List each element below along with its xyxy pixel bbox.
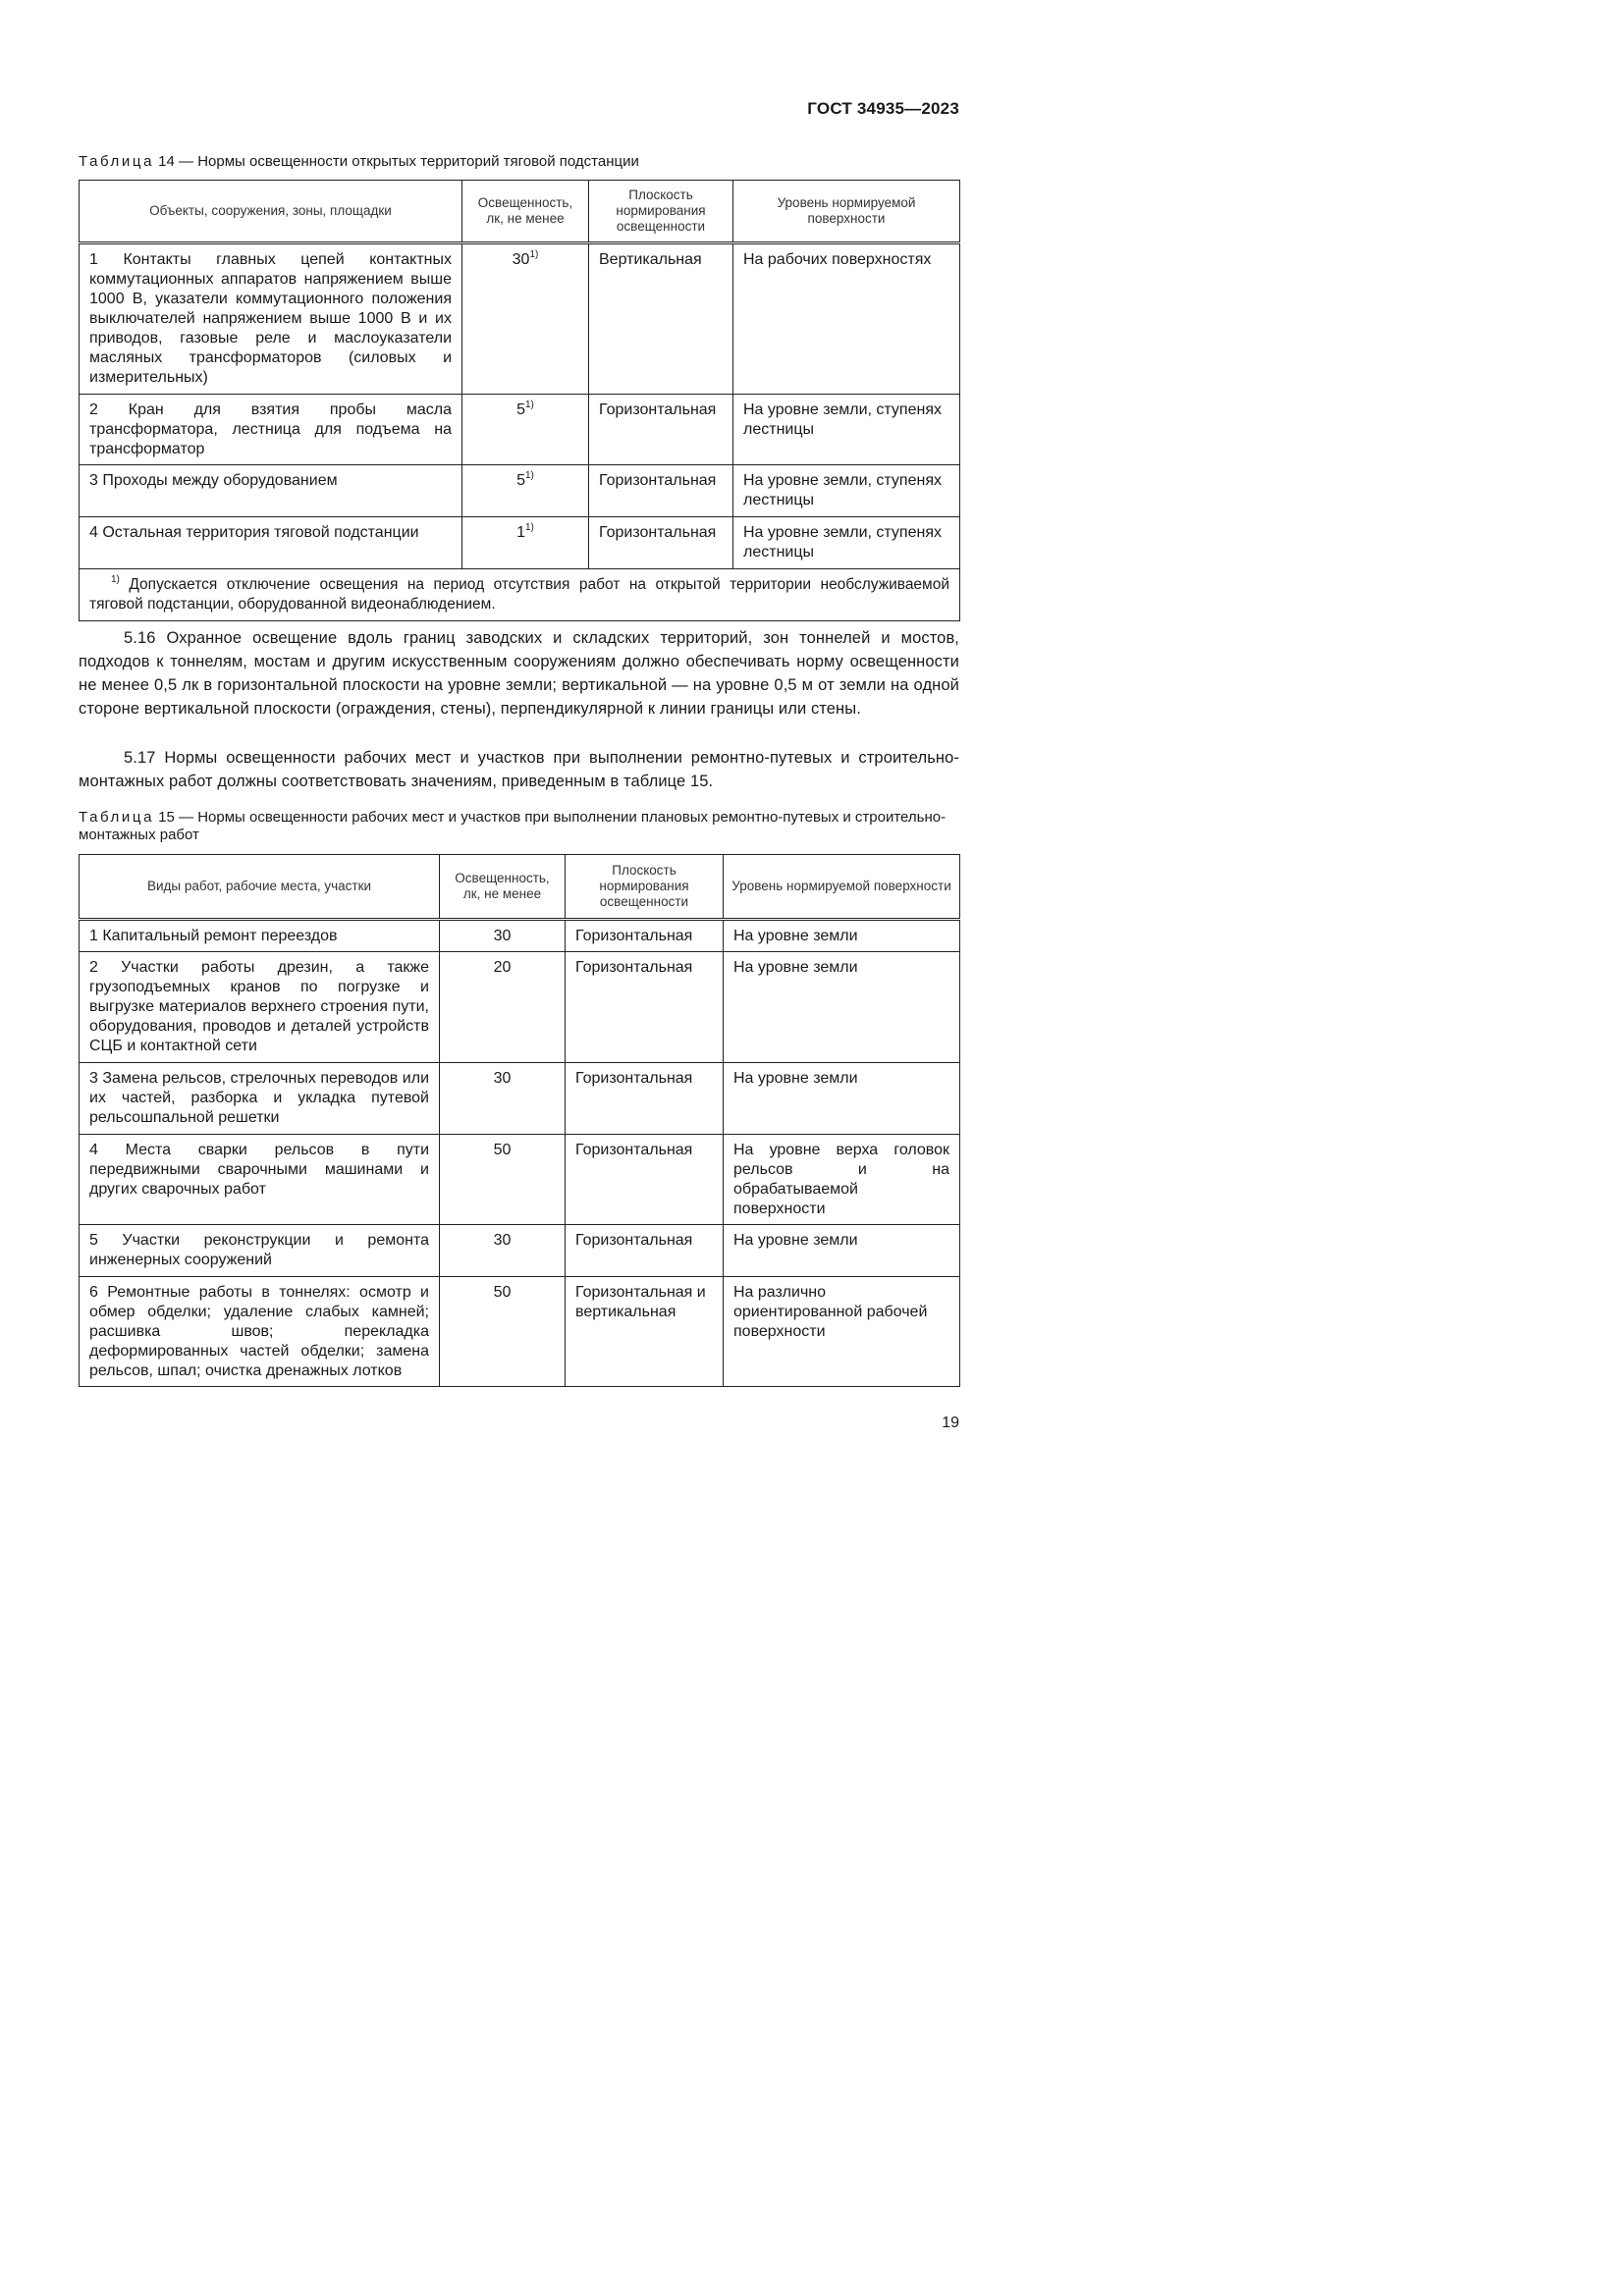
table-cell-level: На уровне верха головок рельсов и на обрабатываемой поверхности	[724, 1135, 960, 1225]
table-cell-object: 1 Контакты главных цепей контактных коммутационных аппаратов напряжением выше 1000 В, указатели коммутационного положения выключателей напряжением выше 1000 В и их приводов, газовые реле и маслоуказатели масляных трансформаторов (силовых и измерительных)	[80, 243, 462, 395]
table-15-header-works: Виды работ, рабочие места, участки	[80, 855, 440, 920]
paragraph-5-17: 5.17 Нормы освещенности рабочих мест и участков при выполнении ремонтно-путевых и строительно-монтажных работ должны соответствовать значениям, приведенным в таблице 15.	[79, 749, 959, 790]
table-row	[80, 1063, 960, 1135]
table-row	[80, 465, 960, 517]
table-cell-lux	[462, 517, 589, 569]
table-row	[80, 952, 960, 1063]
table-cell-lux	[462, 243, 589, 395]
table-cell-level: На уровне земли, ступенях лестницы	[733, 395, 960, 465]
table-14-header-objects: Объекты, сооружения, зоны, площадки	[80, 181, 462, 243]
paragraph-5-16: 5.16 Охранное освещение вдоль границ заводских и складских территорий, зон тоннелей и мостов, подходов к тоннелям, мостам и другим искусственным сооружениям должно обеспечивать норму освещенности не менее 0,5 лк в горизонтальной плоскости на уровне земли; вертикальной — на уровне 0,5 м от земли на одной стороне вертикальной плоскости (ограждения, стены), перпендикулярной к линии границы или стены.	[79, 629, 959, 718]
table-cell-work: 4 Места сварки рельсов в пути передвижными сварочными машинами и других сварочных работ	[80, 1135, 440, 1225]
table-14	[79, 180, 960, 621]
table-15-header-plane: Плоскость нормирования освещенности	[566, 855, 724, 920]
table-cell-level: На уровне земли	[724, 952, 960, 1063]
table-cell-lux: 20	[440, 952, 566, 1063]
table-row	[80, 1135, 960, 1225]
table-row	[80, 1225, 960, 1277]
table-14-header-lux: Освещенность, лк, не менее	[462, 181, 589, 243]
table-cell-plane: Горизонтальная	[589, 465, 733, 517]
table-cell-level: На уровне земли	[724, 1225, 960, 1277]
table-cell-work: 3 Замена рельсов, стрелочных переводов или их частей, разборка и укладка путевой рельсошпальной решетки	[80, 1063, 440, 1135]
footnote-ref: 1)	[525, 522, 534, 533]
table-cell-object: 3 Проходы между оборудованием	[80, 465, 462, 517]
table-15	[79, 854, 960, 1387]
table-cell-lux: 30	[440, 920, 566, 952]
table-cell-plane: Горизонтальная	[566, 920, 724, 952]
table-cell-lux: 50	[440, 1277, 566, 1387]
table-15-caption	[79, 809, 959, 844]
table-15-header-level: Уровень нормируемой поверхности	[724, 855, 960, 920]
table-cell-plane: Горизонтальная	[566, 1063, 724, 1135]
lux-value: 5	[516, 472, 525, 489]
table-cell-plane: Горизонтальная	[566, 1135, 724, 1225]
table-cell-plane: Горизонтальная	[566, 952, 724, 1063]
table-cell-plane: Горизонтальная и вертикальная	[566, 1277, 724, 1387]
table-cell-level: На различно ориентированной рабочей поверхности	[724, 1277, 960, 1387]
table-cell-lux	[462, 465, 589, 517]
lux-value: 5	[516, 401, 525, 418]
table-15-caption-word: Таблица	[79, 809, 155, 826]
table-cell-lux: 30	[440, 1225, 566, 1277]
table-note-row	[80, 569, 960, 621]
table-cell-level: На уровне земли	[724, 920, 960, 952]
table-cell-lux	[462, 395, 589, 465]
table-cell-plane: Вертикальная	[589, 243, 733, 395]
lux-value: 1	[516, 524, 525, 541]
table-header-row	[80, 181, 960, 243]
table-14-header-level: Уровень нормируемой поверхности	[733, 181, 960, 243]
footnote-mark: 1)	[111, 574, 120, 585]
footnote-text: Допускается отключение освещения на период отсутствия работ на открытой территории необслуживаемой тяговой подстанции, оборудованной видеонаблюдением.	[89, 576, 949, 613]
table-cell-level: На уровне земли, ступенях лестницы	[733, 465, 960, 517]
table-cell-level: На рабочих поверхностях	[733, 243, 960, 395]
table-14-caption-text: 14 — Нормы освещенности открытых территорий тяговой подстанции	[154, 153, 639, 170]
table-15-header-lux: Освещенность, лк, не менее	[440, 855, 566, 920]
table-14-header-plane: Плоскость нормирования освещенности	[589, 181, 733, 243]
lux-value: 30	[512, 251, 530, 268]
table-cell-lux: 30	[440, 1063, 566, 1135]
table-cell-level: На уровне земли	[724, 1063, 960, 1135]
table-14-caption-word: Таблица	[79, 153, 155, 170]
table-row	[80, 243, 960, 395]
table-cell-object: 2 Кран для взятия пробы масла трансформатора, лестница для подъема на трансформатор	[80, 395, 462, 465]
table-cell-work: 2 Участки работы дрезин, а также грузоподъемных кранов по погрузке и выгрузке материалов верхнего строения пути, оборудования, проводов и деталей устройств СЦБ и контактной сети	[80, 952, 440, 1063]
table-15-caption-text: 15 — Нормы освещенности рабочих мест и участков при выполнении плановых ремонтно-путевых и строительно-монтажных работ	[79, 809, 947, 843]
document-number: ГОСТ 34935—2023	[807, 99, 959, 118]
footnote-ref: 1)	[525, 400, 534, 410]
table-cell-plane: Горизонтальная	[566, 1225, 724, 1277]
footnote-ref: 1)	[525, 470, 534, 481]
table-row	[80, 920, 960, 952]
table-row	[80, 395, 960, 465]
table-cell-object: 4 Остальная территория тяговой подстанции	[80, 517, 462, 569]
table-cell-lux: 50	[440, 1135, 566, 1225]
table-14-note	[80, 569, 960, 621]
table-cell-work: 6 Ремонтные работы в тоннелях: осмотр и обмер обделки; удаление слабых камней; расшивка швов; перекладка деформированных частей обделки; замена рельсов, шпал; очистка дренажных лотков	[80, 1277, 440, 1387]
table-cell-plane: Горизонтальная	[589, 395, 733, 465]
table-cell-level: На уровне земли, ступенях лестницы	[733, 517, 960, 569]
page-number: 19	[942, 1415, 959, 1431]
table-cell-plane: Горизонтальная	[589, 517, 733, 569]
table-header-row	[80, 855, 960, 920]
table-cell-work: 1 Капитальный ремонт переездов	[80, 920, 440, 952]
table-cell-work: 5 Участки реконструкции и ремонта инженерных сооружений	[80, 1225, 440, 1277]
table-14-caption	[79, 153, 639, 171]
footnote-ref: 1)	[529, 249, 539, 260]
table-row	[80, 517, 960, 569]
table-row	[80, 1277, 960, 1387]
